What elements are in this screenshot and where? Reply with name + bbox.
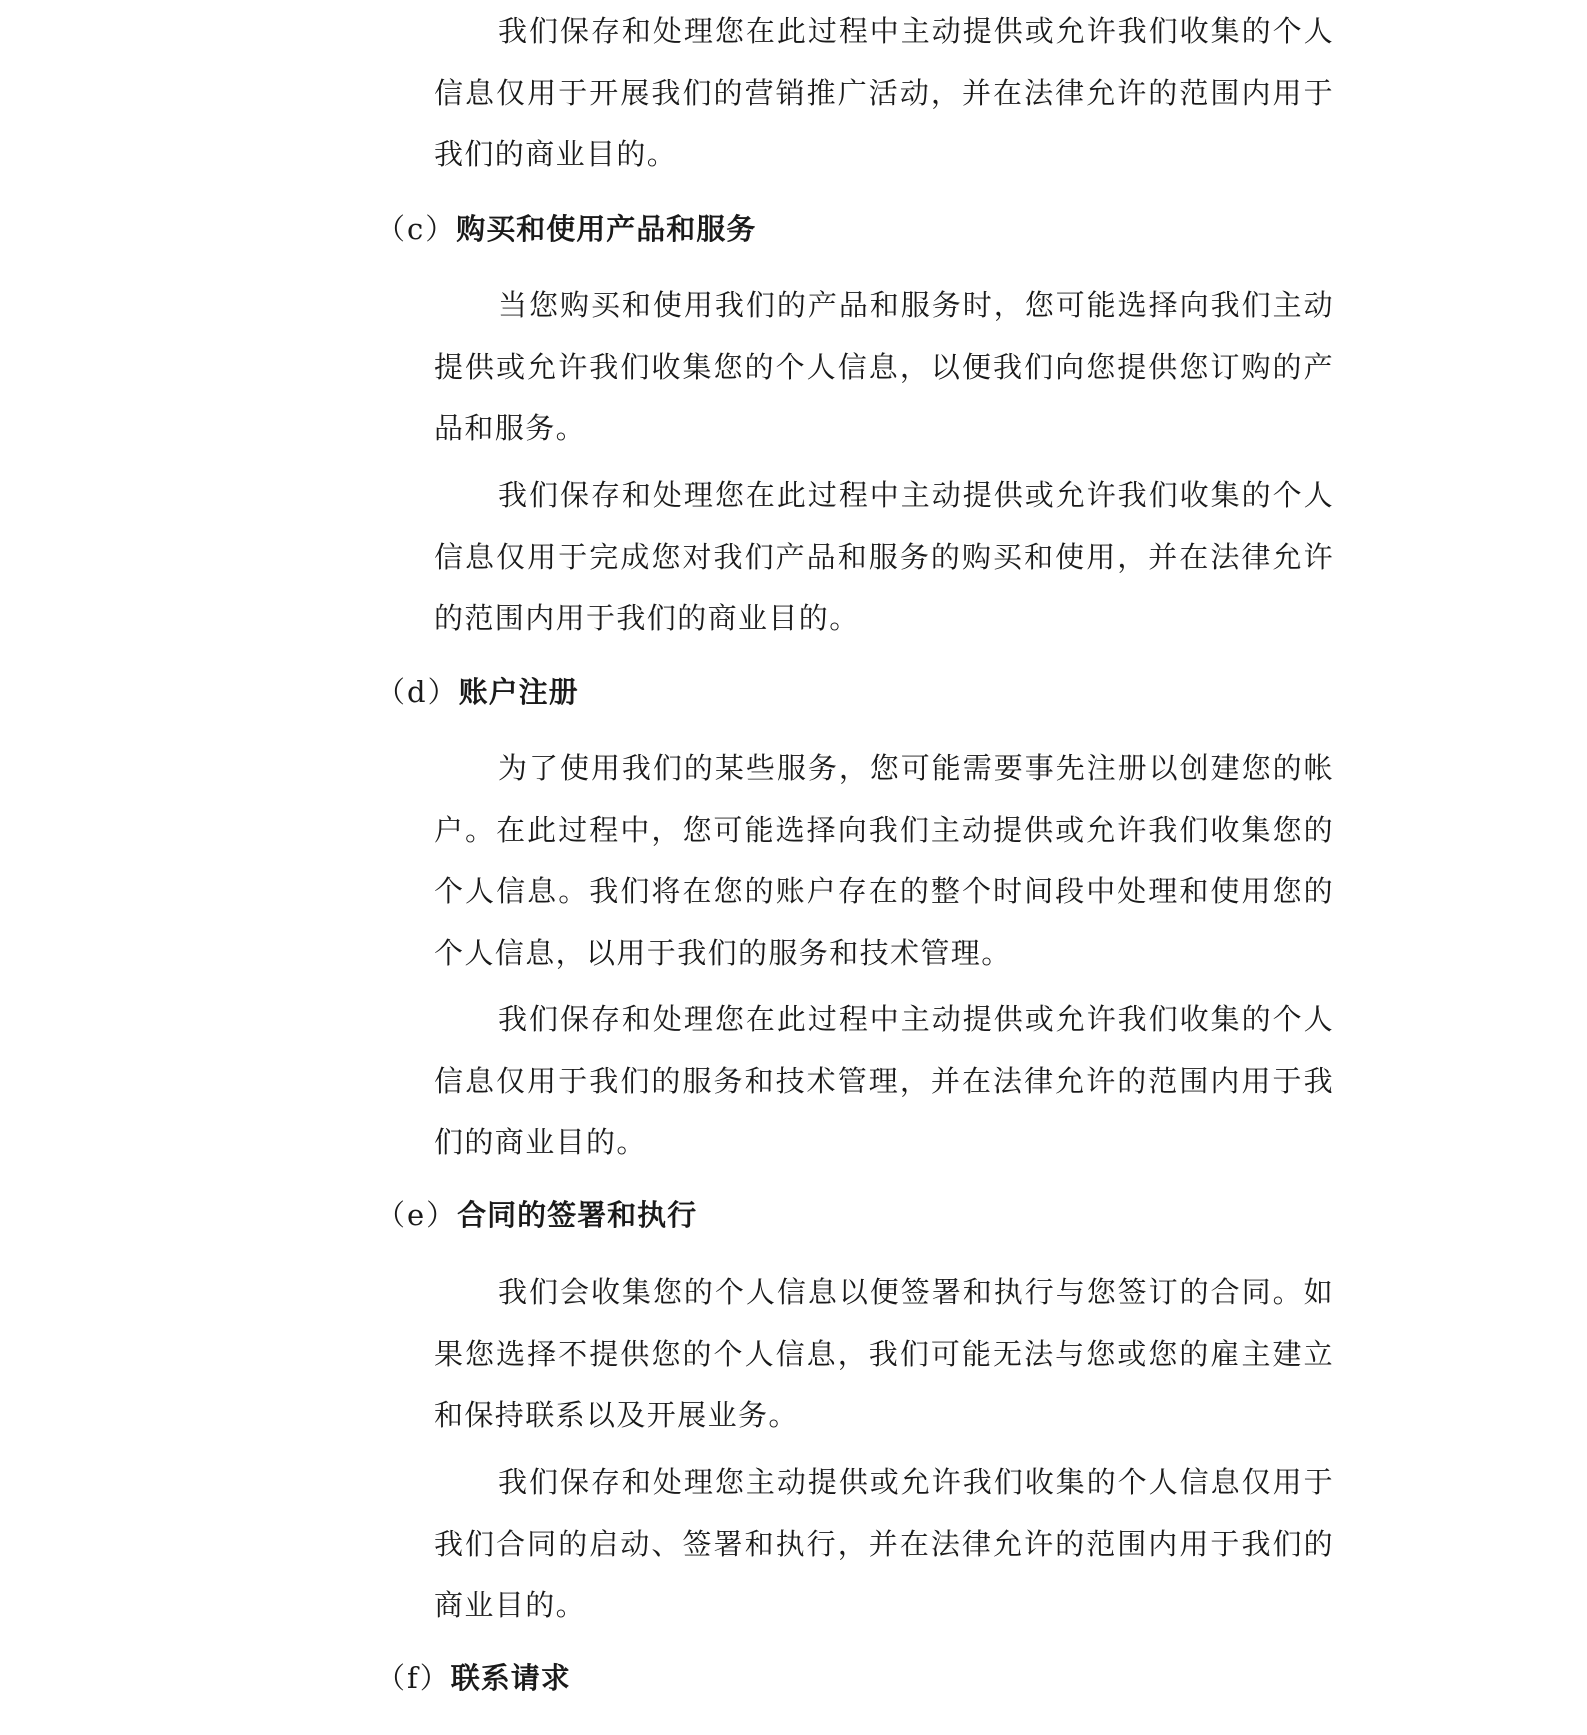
section-heading-d (376, 672, 579, 712)
section-marker: （f） (376, 1661, 451, 1695)
section-marker: （e） (376, 1198, 458, 1232)
section-heading-f (376, 1658, 571, 1698)
section-marker: （c） (376, 212, 457, 246)
paragraph-contract-retention: 我们保存和处理您主动提供或允许我们收集的个人信息仅用于我们合同的启动、签署和执行，并在法律允许的范围内用于我们的商业目的。 (434, 1465, 1334, 1622)
paragraph-account-retention: 我们保存和处理您在此过程中主动提供或允许我们收集的个人信息仅用于我们的服务和技术管理，并在法律允许的范围内用于我们的商业目的。 (434, 1002, 1334, 1159)
section-marker: （d） (376, 675, 459, 709)
section-title: 联系请求 (450, 1661, 571, 1695)
section-title: 购买和使用产品和服务 (456, 212, 757, 246)
paragraph-marketing-retention: 我们保存和处理您在此过程中主动提供或允许我们收集的个人信息仅用于开展我们的营销推广活动，并在法律允许的范围内用于我们的商业目的。 (434, 14, 1334, 171)
section-title: 合同的签署和执行 (457, 1198, 698, 1232)
paragraph-purchase-retention: 我们保存和处理您在此过程中主动提供或允许我们收集的个人信息仅用于完成您对我们产品和服务的购买和使用，并在法律允许的范围内用于我们的商业目的。 (434, 478, 1334, 635)
section-heading-e (376, 1195, 697, 1235)
paragraph-contract-collection: 我们会收集您的个人信息以便签署和执行与您签订的合同。如果您选择不提供您的个人信息，我们可能无法与您或您的雇主建立和保持联系以及开展业务。 (434, 1275, 1334, 1432)
paragraph-account-collection: 为了使用我们的某些服务，您可能需要事先注册以创建您的帐户。在此过程中，您可能选择向我们主动提供或允许我们收集您的个人信息。我们将在您的账户存在的整个时间段中处理和使用您的个人信息，以用于我们的服务和技术管理。 (434, 751, 1334, 970)
section-title: 账户注册 (458, 675, 579, 709)
section-heading-c (376, 209, 756, 249)
paragraph-purchase-collection: 当您购买和使用我们的产品和服务时，您可能选择向我们主动提供或允许我们收集您的个人信息，以便我们向您提供您订购的产品和服务。 (434, 288, 1334, 445)
